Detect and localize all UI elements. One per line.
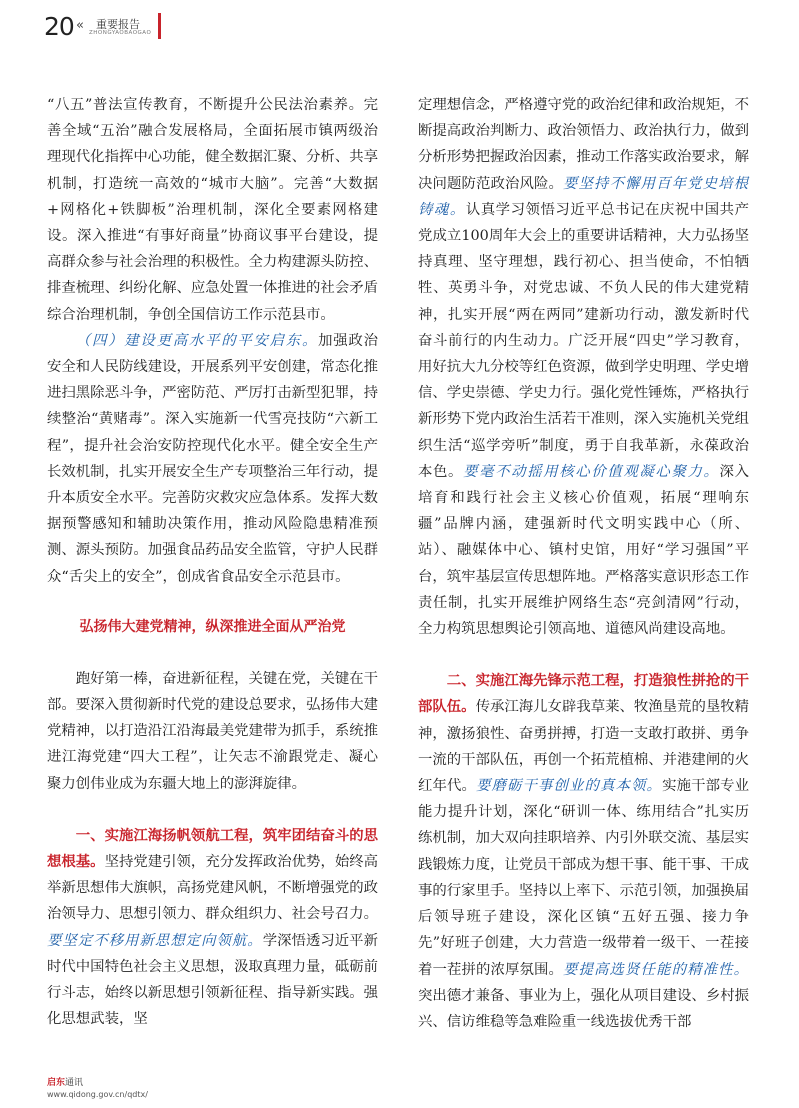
paragraph: 跑好第一棒，奋进新征程，关键在党，关键在干部。要深入贯彻新时代党的建设总要求，弘扬伟大建党精神，以打造沿江沿海最美党建带为抓手，系统推进江海党建“四大工程”，让矢志不渝跟党走、凝心聚力创伟业成为东疆大地上的澎湃旋律。 bbox=[47, 670, 379, 792]
paragraph bbox=[47, 328, 378, 590]
paragraph bbox=[418, 668, 749, 1035]
subsection-heading: 二、实施江海先锋示范工程，打造狼性拼抢的干部队伍。 bbox=[418, 672, 750, 716]
double-chevron-icon: « bbox=[76, 18, 84, 33]
paragraph bbox=[47, 823, 378, 1033]
subsection-heading: 一、实施江海扬帆领航工程，筑牢团结奋斗的思想根基。 bbox=[47, 826, 379, 871]
paragraph-text: 坚持党建引领，充分发挥政治优势，始终高举新思想伟大旗帜，高扬党建风帆，不断增强党的政治领导力、思想引领力、群众组织力、社会号召力。 bbox=[47, 854, 379, 923]
paragraph: “八五”普法宣传教育，不断提升公民法治素养。完善全域“五治”融合发展格局，全面拓展市镇两级治理现代化指挥中心功能，健全数据汇聚、分析、共享机制，打造统一高效的“城市大脑”。完善“大数据+网格化+铁脚板”治理机制，深化全要素网格建设。深入推进“有事好商量”协商议事平台建设，提高群众参与社会治理的积极性。全力构建源头防控、排查梳理、纠纷化解、应急处置一体推进的社会矛盾综合治理机制，争创全国信访工作示范县市。 bbox=[47, 97, 378, 323]
emphasis-text: 要磨砺干事创业的真本领。 bbox=[476, 778, 663, 795]
section-title: 重要报告 bbox=[96, 18, 140, 31]
paragraph bbox=[418, 92, 749, 642]
paragraph-text: 深入培育和践行社会主义核心价值观，拓展“理响东疆”品牌内涵，建强新时代文明实践中心（所、站）、融媒体中心、镇村史馆，用好“学习强国”平台，筑牢基层宣传思想阵地。严格落实意识形态工作责任制，扎实开展维护网络生态“亮剑清网”行动，全力构筑思想舆论引领高地、道德风尚建设高地。 bbox=[418, 463, 749, 638]
page-footer bbox=[47, 1075, 148, 1099]
emphasis-text: 要毫不动摇用核心价值观凝心聚力。 bbox=[463, 463, 720, 480]
logo-part: 启东 bbox=[47, 1078, 66, 1088]
left-column bbox=[47, 92, 378, 1033]
publication-logo bbox=[47, 1075, 148, 1088]
paragraph-text: 认真学习领悟习近平总书记在庆祝中国共产党成立100周年大会上的重要讲话精神，大力弘扬坚持真理、坚守理想，践行初心、担当使命，不怕牺牲、英勇斗争，对党忠诚、不负人民的伟大建党精神，扎实开展“两在两同”建新功行动，激发新时代奋斗前行的内生动力。广泛开展“四史”学习教育，用好抗大九分校等红色资源，做到学史明理、学史增信、学史崇德、学史力行。强化党性锤炼，严格执行新形势下党内政治生活若干准则，深入实施机关党组织生活“巡学旁听”制度，勇于自我革新，永葆政治本色。 bbox=[418, 201, 749, 480]
header-accent-bar bbox=[158, 13, 161, 39]
paragraph-text: 实施干部专业能力提升计划，深化“研训一体、练用结合”扎实历练机制，加大双向挂职培养、内引外联交流、基层实践锻炼力度，让党员干部成为想干事、能干事、干成事的行家里手。坚持以上率下、示范引领，加强换届后领导班子建设，深化区镇“五好五强、接力争先”好班子创建，大力营造一级带着一级干、一茬接着一茬拼的浓厚氛围。 bbox=[418, 778, 749, 978]
section-pinyin: ZHONGYAOBAOGAO bbox=[89, 30, 152, 36]
paragraph-text: 传承江海儿女辟我草莱、牧渔垦荒的垦牧精神，激扬狼性、奋勇拼搏，打造一支敢打敢拼、勇争一流的干部队伍，再创一个拓荒植棉、并港建闸的火红年代。 bbox=[418, 699, 750, 795]
paragraph-text: 学深悟透习近平新时代中国特色社会主义思想，汲取真理力量，砥砺前行斗志，始终以新思想引领新征程、指导新实践。强化思想武装，坚 bbox=[47, 932, 378, 1028]
subsection-lead: （四）建设更高水平的平安启东。 bbox=[75, 332, 319, 349]
page-number: 20 bbox=[44, 12, 74, 41]
paragraph-text: 定理想信念，严格遵守党的政治纪律和政治规矩，不断提高政治判断力、政治领悟力、政治执行力，做到分析形势把握政治因素，推动工作落实政治要求，解决问题防范政治风险。 bbox=[418, 97, 749, 192]
logo-part: 通讯 bbox=[65, 1078, 84, 1088]
section-heading: 弘扬伟大建党精神，纵深推进全面从严治党 bbox=[79, 618, 346, 635]
paragraph-text: 加强政治安全和人民防线建设，开展系列平安创建，常态化推进扫黑除恶斗争，严密防范、严厉打击新型犯罪，持续整治“黄赌毒”。深入实施新一代雪亮技防“六新工程”，提升社会治安防控现代化水平。健全安全生产长效机制，扎实开展安全生产专项整治三年行动，提升本质安全水平。完善防灾救灾应急体系。发挥大数据预警感知和辅助决策作用，推动风险隐患精准预测、源头预防。加强食品药品安全监管，守护人民群众“舌尖上的安全”，创成省食品安全示范县市。 bbox=[47, 332, 378, 585]
footer-url[interactable]: www.qidong.gov.cn/qdtx/ bbox=[47, 1090, 148, 1099]
right-column bbox=[418, 92, 749, 1035]
emphasis-text: 要坚持不懈用百年党史培根铸魂。 bbox=[418, 175, 749, 218]
emphasis-text: 要提高选贤任能的精准性。 bbox=[563, 961, 749, 978]
paragraph-text: 突出德才兼备、事业为上，强化从项目建设、乡村振兴、信访维稳等急难险重一线选拔优秀干部 bbox=[418, 987, 749, 1030]
emphasis-text: 要坚定不移用新思想定向领航。 bbox=[47, 932, 263, 949]
